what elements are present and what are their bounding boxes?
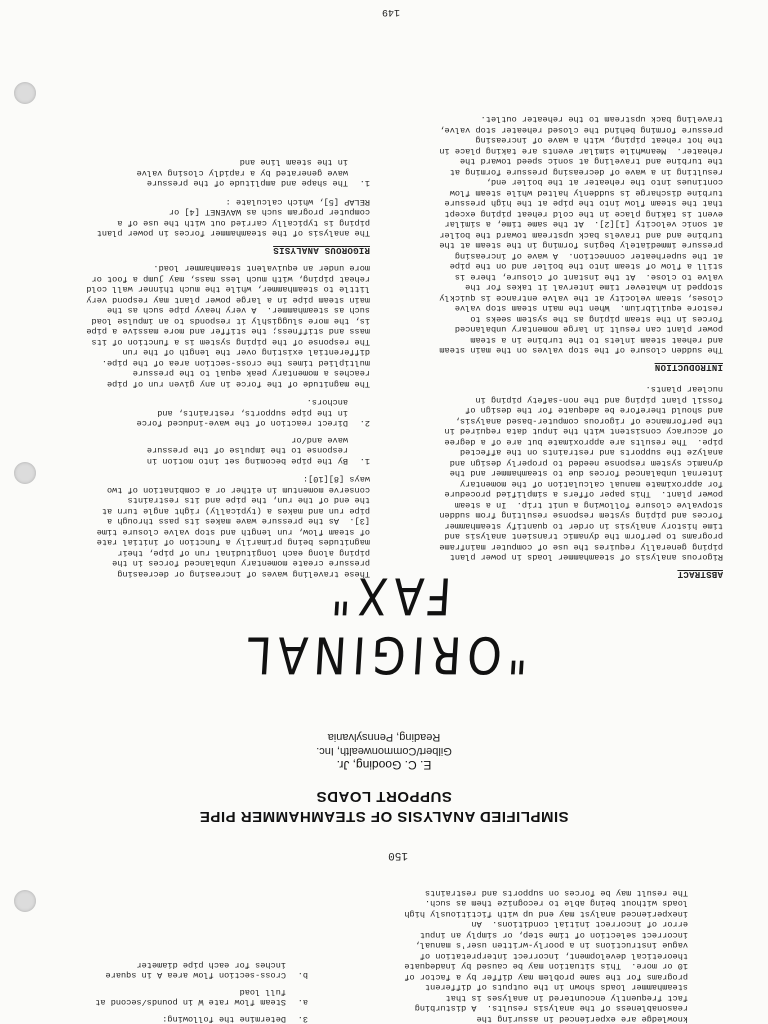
list-item-text: Cross-section flow area A in square <box>105 970 286 981</box>
list-item-text: Determine the following: <box>162 1014 286 1024</box>
fragment-line: steamhammer loads shown in the outputs of different <box>424 982 688 993</box>
introduction-line: event is taking place in the cold reheat piping except <box>444 209 723 219</box>
introduction-line: still a flow of steam into the boiler and on the pipe <box>449 261 723 272</box>
introduction-line: turbine and and travels back upstream toward the boiler <box>439 230 723 240</box>
fragment-line: programs for the same problem may differ by a factor of <box>404 972 688 982</box>
body-line: of steam flow, run length and stop valve closure time <box>96 527 370 537</box>
list-item-line <box>40 445 370 456</box>
fragment-line: fact frequently encountered in analyses is that <box>445 993 688 1003</box>
body-line: The analysis of the steamhammer forces in power plant <box>96 228 370 239</box>
introduction-line: the turbine and traveling at sonic speed toward the <box>459 156 723 167</box>
abstract-line: analyze the supports and restraints on the affected <box>459 447 723 458</box>
list-item-text: response to the impulse of the pressure <box>146 445 348 456</box>
introduction-line: reheater. Meanwhile similar events are taking place in <box>439 146 723 156</box>
page-number-150: 150 <box>388 849 408 861</box>
list-item-number: b. <box>297 970 308 981</box>
body-line: reheat piping, with much less mass, may jump a foot or <box>91 274 370 284</box>
abstract-line: for approximate manual calculation of the momentary <box>459 479 723 489</box>
abstract-line: and should therefore be adequate for the design of <box>465 405 723 416</box>
list-item-line <box>40 456 370 467</box>
introduction-line: restore equilibrium. When the main steam stop valve <box>454 303 723 314</box>
right-list-1 <box>40 397 370 466</box>
introduction-line: at the superheater connection. A wave of increasing <box>454 251 723 261</box>
body-line: multiplied times the cross-section area of the pipe. <box>101 358 370 368</box>
body-line: ways [8][10]: <box>302 474 370 485</box>
right-column <box>40 149 370 579</box>
introduction-heading: INTRODUCTION <box>654 362 723 372</box>
previous-page-steps <box>0 954 308 1024</box>
abstract-line: fossil plant piping and the non-safety piping in <box>475 395 723 405</box>
introduction-line: and reheat steam inlets to the turbine in a steam <box>470 335 723 345</box>
body-line: such as steamhammer. A very heavy pipe such as the <box>106 305 370 316</box>
list-item-line <box>40 397 370 408</box>
list-item-line <box>40 418 370 429</box>
abstract-line: pipe. The results are approximate but are of a degree <box>444 437 723 447</box>
introduction-line: turbine discharge is suddenly halted while steam flow <box>449 188 723 198</box>
previous-page-text <box>333 888 688 1024</box>
abstract-line: of accuracy consistent with the input data required in <box>444 426 723 437</box>
list-item-text: inches for each pipe diameter <box>136 960 286 970</box>
body-line: the end of the run, the pipe and its restraints <box>127 495 370 506</box>
paper-title <box>0 786 768 826</box>
list-item-line <box>0 997 308 1008</box>
list-item-text: in the steam line and <box>239 157 348 168</box>
introduction-line: stopped in whatever time interval it takes for the <box>465 282 723 293</box>
right-para-1 <box>40 474 370 579</box>
list-item-number: 2. <box>359 418 370 429</box>
abstract-line: stopvalve closure following a unit trip. In a steam <box>454 500 723 510</box>
list-item-line <box>0 987 308 998</box>
body-line: RELAP [5], which calculate : <box>225 197 370 207</box>
body-line: The magnitude of the force in any given run of pipe <box>106 379 370 389</box>
introduction-text <box>393 114 723 356</box>
list-item <box>40 157 370 189</box>
list-item-line <box>40 157 370 168</box>
introduction-line: valve to close. At the instant of closure, there is <box>454 272 723 282</box>
punch-hole-2 <box>14 462 36 484</box>
fragment-line: theoretical development, incorrect interpretation of <box>419 951 688 961</box>
author-name: E. C. Gooding, Jr. <box>336 758 432 772</box>
list-item-line <box>0 970 308 981</box>
list-item-text: Direct reaction of the wave-induced force <box>136 418 348 429</box>
fragment-line: inexperienced analyst may end up with fictitiously high <box>404 909 688 919</box>
fragment-line: The result may be forces on supports and restraints <box>424 888 688 898</box>
list-item-line <box>40 168 370 179</box>
right-para-3 <box>40 197 370 239</box>
title-line-1: SIMPLIFIED ANALYSIS OF STEAMHAMMER PIPE <box>199 808 569 825</box>
author-location: Reading, Pennsylvania <box>327 731 441 743</box>
list-item-text: By the pipe becoming set into motion in <box>146 456 348 466</box>
original-fax-stamp: "ORIGINAL FAX" <box>239 566 531 684</box>
abstract-line: forces and piping system response resulting from sudden <box>439 510 723 521</box>
list-item-number: 1. <box>359 456 370 466</box>
body-line: pressure create momentary unbalanced forces in the <box>112 558 370 569</box>
abstract-line: Rigorous analysis of steamhammer loads in power plant <box>449 552 723 563</box>
body-line: The response of the piping system is a function of its <box>91 337 370 347</box>
body-line: piping is typically carried out with the use of a <box>117 218 370 228</box>
list-item <box>40 397 370 429</box>
body-line: differential existing over the length of the run <box>122 347 370 358</box>
introduction-line: the hot reheat piping, with a wave of increasing <box>475 135 723 146</box>
abstract-line: piping generally requires the use of computer mainframe <box>439 542 723 552</box>
abstract-text <box>393 384 723 563</box>
list-item <box>40 435 370 467</box>
body-line: magnitudes being primarily a function of initial rate <box>96 537 370 548</box>
introduction-line: pressure immediately begins forming in the steam at the <box>439 240 723 251</box>
list-item-number: 3. <box>297 1014 308 1024</box>
fragment-line: vague instructions in a poorly-written user's manual, <box>414 940 688 951</box>
introduction-line: traveling back upstream to the reheater outlet. <box>480 114 723 125</box>
abstract-line: programs to perform the dynamic transient analysis and <box>444 531 723 542</box>
fragment-line: loads without being able to recognize them as such. <box>424 898 688 909</box>
introduction-line: forces in the steam piping as the system seeks to <box>470 314 723 324</box>
list-item-text: wave generated by a rapidly closing valve <box>136 168 348 178</box>
list-item-text: Steam flow rate W in pounds/second at <box>95 997 286 1008</box>
list-item-number: a. <box>297 997 308 1008</box>
body-line: reaches a momentary peak equal to the pressure <box>132 368 370 379</box>
introduction-line: continues into the reheater at the boiler end, <box>485 177 723 188</box>
abstract-line: power plant. This paper offers a simplified procedure <box>444 489 723 500</box>
body-line: pipe run and makes a (typically) right angle turn at <box>101 506 370 516</box>
body-line: These traveling waves of increasing or decreasing <box>117 569 370 579</box>
introduction-line: pressure forming behind the closed reheater stop valve, <box>439 125 723 135</box>
body-line: computer program such as WAVENET [4] or <box>168 207 370 218</box>
title-line-2: SUPPORT LOADS <box>316 788 452 805</box>
punch-hole-3 <box>14 82 36 104</box>
abstract-line: the performance of rigorous computer-based analysis, <box>454 416 723 426</box>
list-item-line <box>0 960 308 971</box>
fragment-line: incorrect selection of time step, or simply an input <box>419 930 688 940</box>
punch-hole-1 <box>14 890 36 912</box>
body-line: conserve momentum in either or a combination of two <box>106 485 370 495</box>
abstract-line: nuclear plants. <box>645 384 723 395</box>
abstract-line: dynamic system response needed to properly design and <box>449 458 723 468</box>
abstract-heading: ABSTRACT <box>677 569 723 579</box>
body-line: main steam pipe in a large power plant may respond very <box>86 295 370 305</box>
paper-header <box>0 730 768 826</box>
list-item-text: The shape and amplitude of the pressure <box>146 178 348 189</box>
introduction-line: that the steam flow into the pipe at the high pressure <box>444 198 723 209</box>
fragment-line: 10 or more. This situation may be caused by inadequate <box>404 961 688 972</box>
list-item-line <box>40 178 370 189</box>
list-item-number: 1. <box>359 178 370 189</box>
right-list-2 <box>40 157 370 189</box>
list-item-line <box>40 435 370 446</box>
body-line: is, the more sluggishly it responds to an impulse load <box>91 316 370 326</box>
introduction-line: resulting in a wave of decreasing pressure forming at <box>449 167 723 177</box>
fragment-step <box>0 987 308 1008</box>
introduction-line: The sudden closure of the stop valves on the main steam <box>439 345 723 356</box>
introduction-line: closes, steam velocity at the valve entrance is quickly <box>439 293 723 303</box>
list-item-line <box>40 408 370 419</box>
list-item-text: full load <box>239 987 286 997</box>
introduction-line: at sonic velocity [1][2]. At the same time, a similar <box>444 219 723 230</box>
left-column <box>393 106 723 579</box>
list-item-text: anchors. <box>306 397 348 408</box>
fragment-step <box>0 960 308 981</box>
list-item-text: wave and/or <box>291 435 348 445</box>
abstract-line: time history analysis in order to quantify steamhammer <box>444 521 723 531</box>
body-line: little to steamhammer, while the much thinner wall cold <box>86 284 370 295</box>
abstract-line: internal unbalanced forces due to steamhammer and the <box>449 468 723 479</box>
fragment-line: knowledge are experienced in assuring the <box>476 1014 688 1024</box>
fragment-line: reasonableness of the analysis results. A disturbing <box>414 1003 688 1014</box>
list-item-line <box>0 1014 308 1024</box>
body-line: piping along each longitudinal run of pipe, their <box>117 548 370 558</box>
introduction-line: power plant can result in large momentary unbalanced <box>454 324 723 335</box>
list-item-text: in the pipe supports, restraints, and <box>157 408 348 418</box>
fragment-step <box>0 1014 308 1024</box>
rigorous-analysis-heading: RIGOROUS ANALYSIS <box>273 245 370 255</box>
page-number-149: 149 <box>381 6 400 17</box>
body-line: mass and stiffness; the stiffer and more massive a pipe <box>86 326 370 337</box>
body-line: [3]. As the pressure wave makes its pass through a <box>106 516 370 527</box>
author-affiliation: Gilbert/Commonwealth, Inc. <box>316 745 452 757</box>
right-para-2 <box>40 263 370 389</box>
body-line: more under an equivalent steamhammer load. <box>153 263 370 274</box>
fragment-line: error of incorrect initial conditions. An <box>471 919 688 930</box>
